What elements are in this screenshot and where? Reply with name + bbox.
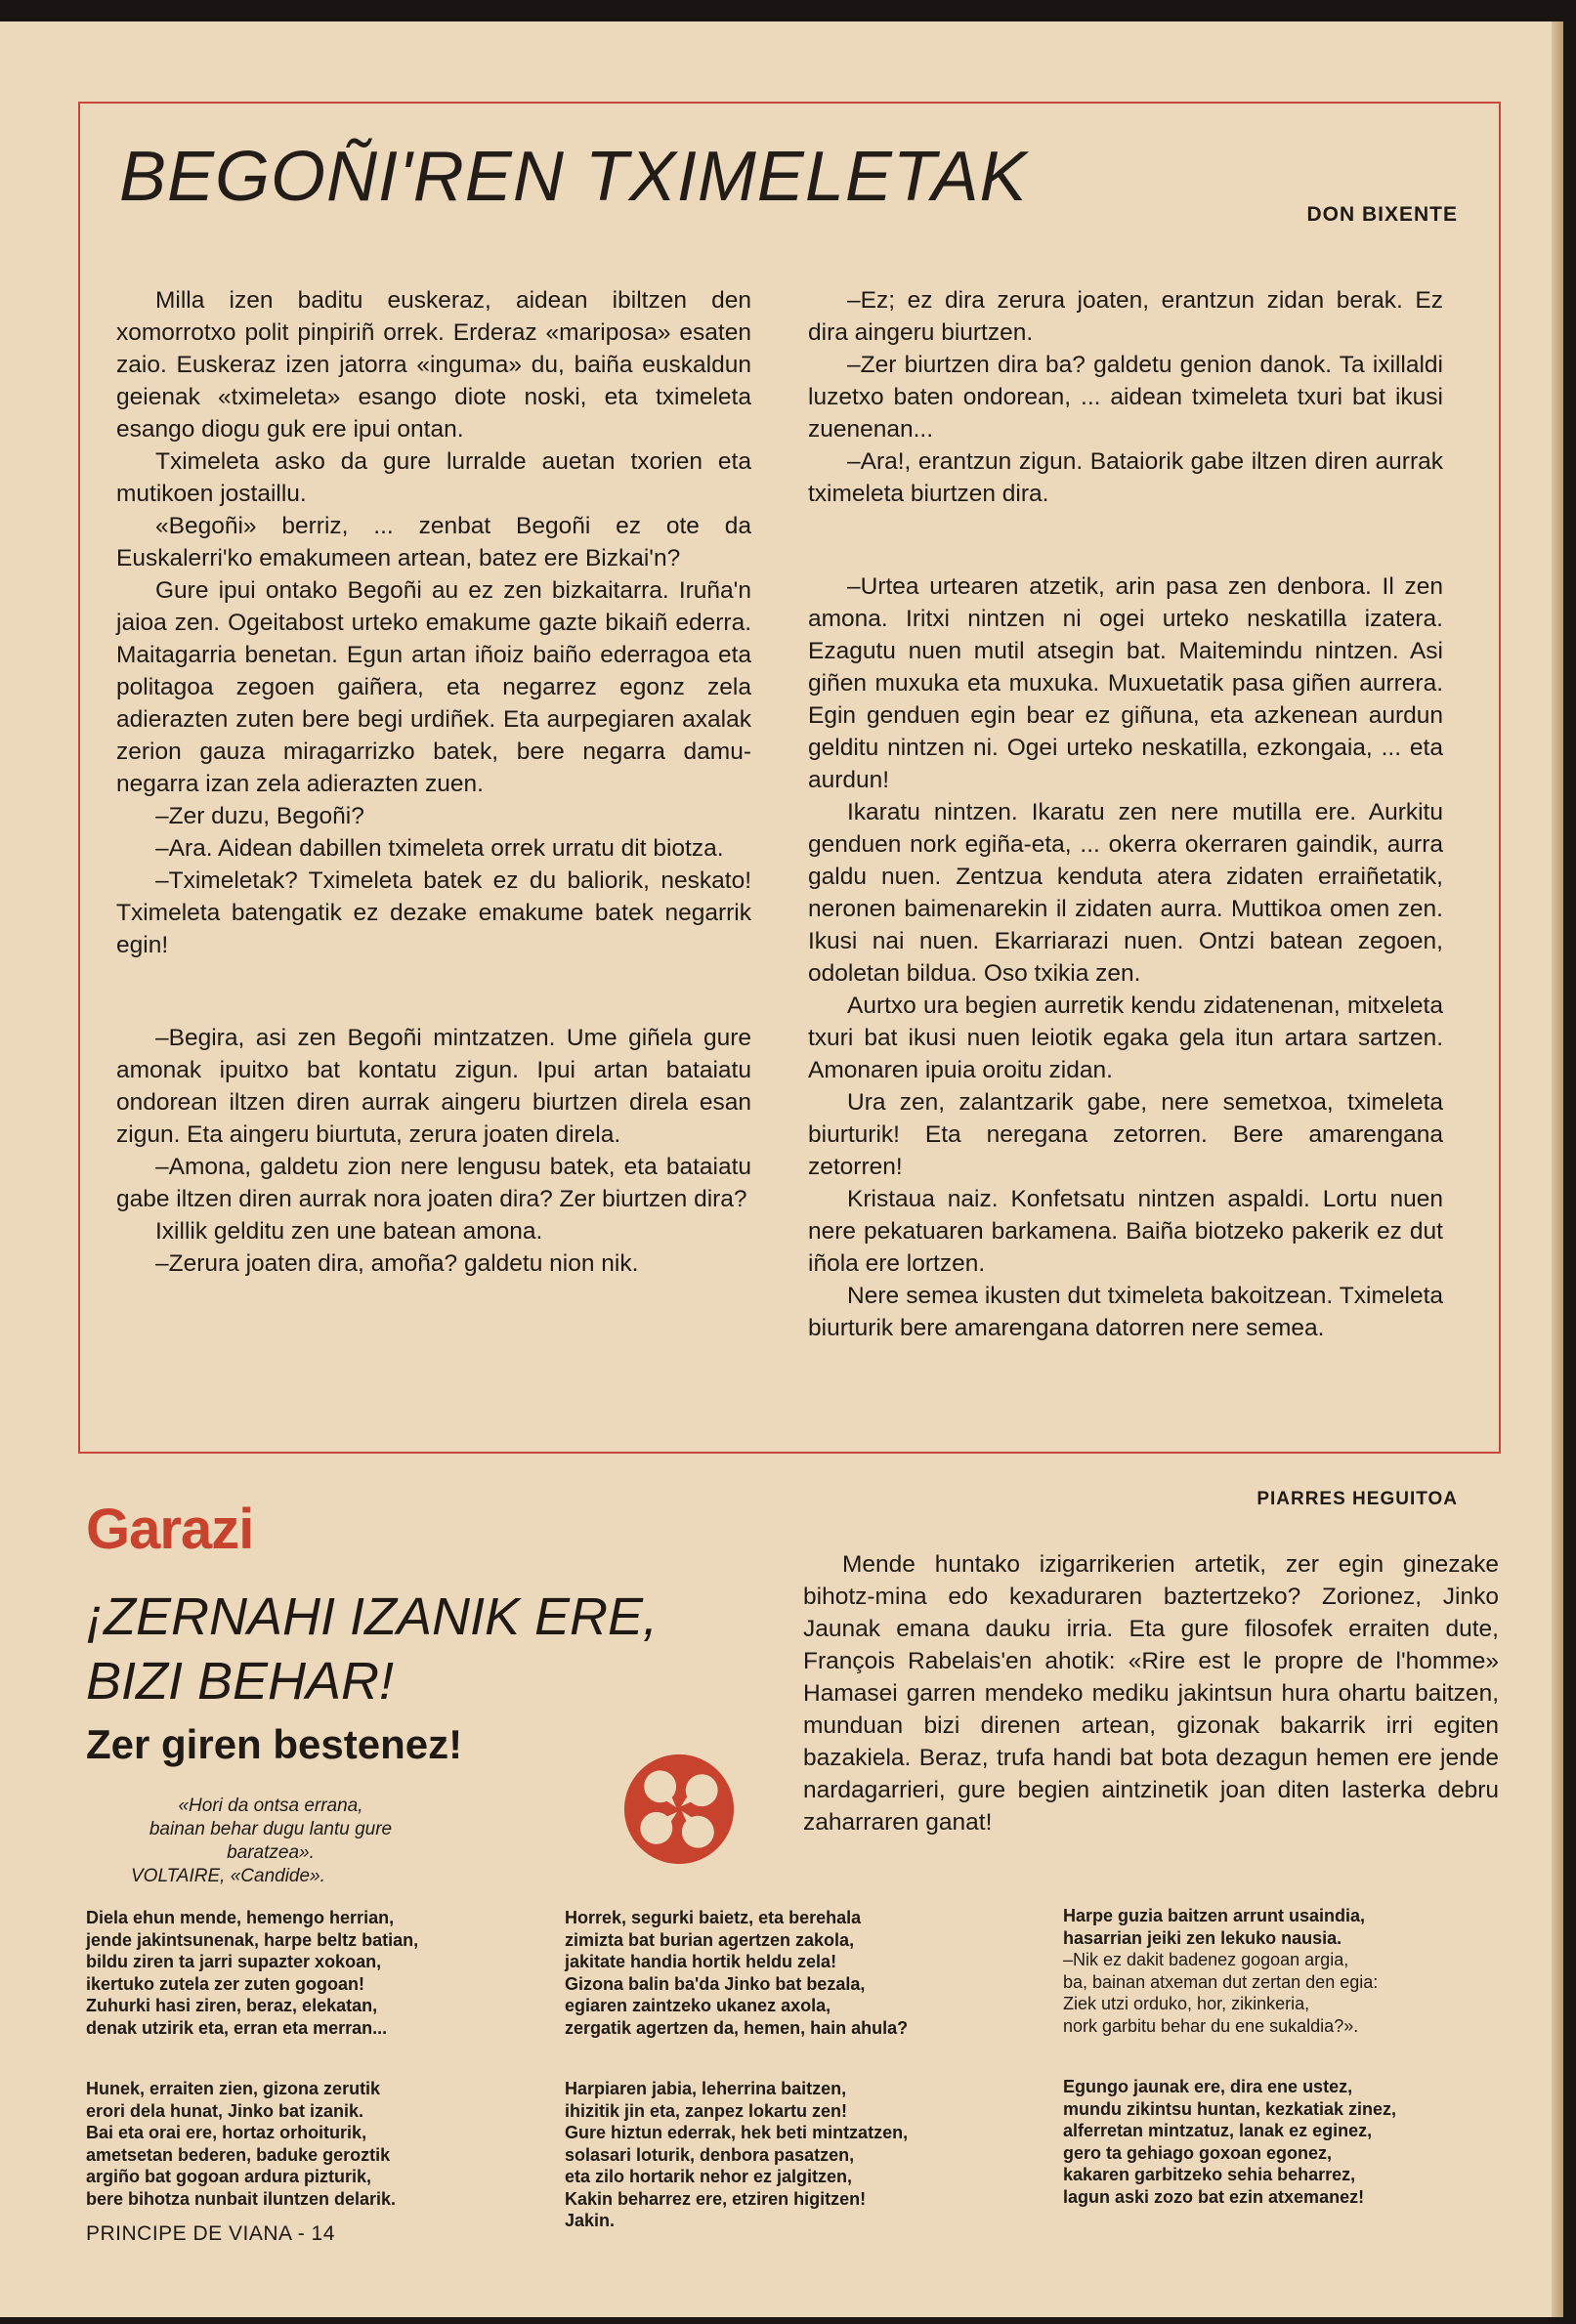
article-title: BEGOÑI'REN TXIMELETAK [119, 138, 1028, 216]
spacer [1063, 2037, 1522, 2076]
spacer [86, 2039, 545, 2078]
spacer [565, 2039, 1024, 2078]
verse-column-middle [565, 1907, 1024, 2232]
verse-line: ametsetan bederen, baduke geroztik [86, 2144, 391, 2165]
paragraph: –Zerura joaten dira, amoña? galdetu nion nik. [155, 1250, 639, 1277]
verse-line: eta zilo hortarik nehor ez jalgitzen, [565, 2167, 853, 2186]
epigraph-line: «Hori da ontsa errana, [178, 1796, 363, 1816]
verse-line: Diela ehun mende, hemengo herrian, [86, 1908, 395, 1927]
section-heading: Garazi [86, 1498, 254, 1561]
verse-line: Egungo jaunak ere, dira ene ustez, [1063, 2077, 1353, 2096]
spacer [808, 510, 1443, 570]
paragraph: Nere semea ikusten dut tximeleta bakoitzean. Tximeleta biurturik bere amarengana datorren nere semea. [808, 1283, 1443, 1341]
article-author: PIARRES HEGUITOA [1257, 1489, 1458, 1509]
paragraph: –Urtea urtearen atzetik, arin pasa zen denbora. Il zen amona. Iritxi nintzen ni ogei urteko neskatilla izatera. Ezagutu nuen mutil atsegin bat. Maitemindu nintzen. Asi giñen muxuka eta muxuka. Muxuetatik pasa giñen aurrera. Egin genduen egin bear ez giñuna, eta azkenean aurdun gelditu nintzen ni. Ogei urteko neskatilla, ezkongaia, ... eta aurdun! [808, 573, 1443, 793]
epigraph-source: VOLTAIRE, «Candide». [131, 1866, 325, 1886]
paragraph: «Begoñi» berriz, ... zenbat Begoñi ez ote da Euskalerri'ko emakumeen artean, batez ere Bizkai'n? [116, 513, 751, 571]
verse-line: ihizitik jin eta, zanpez lokartu zen! [565, 2100, 848, 2121]
paragraph: Kristaua naiz. Konfetsatu nintzen aspaldi. Lortu nuen nere pekatuaren barkamena. Baiña biotzeko pakerik ez dut iñola ere lortzen. [808, 1186, 1443, 1277]
intro-paragraph: Mende huntako izigarrikerien artetik, zer egin ginezake bihotz-mina edo kexaduraren baztertzeko? Zorionez, Jinko Jaunak emana dauku irria. Eta gure filosofek erraiten dute, François Rabelais'en ahotik: «Rire est le propre de l'homme» Hamasei garren mendeko mediku jakintsun hura ohartu baitzen, munduan bizi direnen artean, gizonak bakarrik irri egiten bazakiela. Beraz, trufa handi bat bota dezagun hemen ere jende nardagarrieri, gure begien aintzinetik joan diten lasterka debru zaharraren ganat! [803, 1551, 1499, 1836]
verse-line: Gizona balin ba'da Jinko bat bezala, [565, 1973, 866, 1994]
paragraph: Ikaratu nintzen. Ikaratu zen nere mutilla ere. Aurkitu genduen nork egiña-eta, ... okerra okerraren gaindik, aurra galdu nuen. Zentzua kenduta atera zidaten erraiñetatik, neronen baimenarekin il zidaten aurra. Muttikoa omen zen. Ikusi nai nuen. Ekarriarazi nuen. Ontzi batean zegoen, odoletan bildua. Oso txikia zen. [808, 799, 1443, 987]
paragraph: –Amona, galdetu zion nere lengusu batek, eta bataiatu gabe iltzen diren aurrak nora joaten dira? Zer biurtzen dira? [116, 1154, 751, 1212]
verse-line: kakaren garbitzeko sehia beharrez, [1063, 2165, 1356, 2184]
verse-line: mundu zikintsu huntan, kezkatiak zinez, [1063, 2098, 1397, 2119]
paragraph: Ixillik gelditu zen une batean amona. [155, 1218, 543, 1245]
verse-line: egiaren zaintzeko ukanez axola, [565, 1996, 831, 2015]
verse-line: ba, bainan atxeman dut zertan den egia: [1063, 1971, 1379, 1992]
spacer [116, 961, 751, 1022]
paragraph: Aurtxo ura begien aurretik kendu zidatenenan, mitxeleta txuri bat ikusi nuen leiotik egaka gela itun artara sartzen. Amonaren ipuia oroitu zidan. [808, 993, 1443, 1083]
paragraph: –Zer biurtzen dira ba? galdetu genion danok. Ta ixillaldi luzetxo baten ondorean, ... aidean tximeleta txuri bat ikusi zuenenan... [808, 352, 1443, 443]
verse-line: jakitate handia hortik heldu zela! [565, 1952, 837, 1971]
verse-column-right [1063, 1905, 1522, 2208]
paragraph: Ura zen, zalantzarik gabe, nere semetxoa, tximeleta biurturik! Eta neregana zetorren. Bere amarengana zetorren! [808, 1089, 1443, 1180]
epigraph-line: bainan behar dugu lantu gure [149, 1819, 393, 1839]
paragraph: –Begira, asi zen Begoñi mintzatzen. Ume giñela gure amonak ipuitxo bat kontatu zigun. Ipui artan bataiatu ondorean iltzen diren aurrak aingeru biurtzen direla esan zigun. Eta aingeru biurtuta, zerura joaten direla. [116, 1025, 751, 1148]
verse-line: zimizta bat burian agertzen zakola, [565, 1929, 855, 1950]
lauburu-icon [622, 1753, 736, 1866]
verse-line: Harpiaren jabia, leherrina baitzen, [565, 2079, 847, 2098]
article-title [86, 1585, 658, 1713]
article-subtitle: Zer giren bestenez! [86, 1721, 463, 1767]
verse-line: erori dela hunat, Jinko bat izanik. [86, 2100, 364, 2121]
article-column-right [808, 284, 1443, 1344]
verse-line: Gure hiztun ederrak, hek beti mintzatzen, [565, 2123, 909, 2142]
verse-line: Bai eta orai ere, hortaz orhoiturik, [86, 2123, 367, 2142]
verse-line: Zuhurki hasi ziren, beraz, elekatan, [86, 1996, 378, 2015]
verse-column-left [86, 1907, 545, 2210]
verse-line: denak utzirik eta, erran eta merran... [86, 2017, 388, 2038]
paragraph: –Ara!, erantzun zigun. Bataiorik gabe iltzen diren aurrak tximeleta biurtzen dira. [808, 448, 1443, 507]
paragraph: Tximeleta asko da gure lurralde auetan txorien eta mutikoen jostaillu. [116, 448, 751, 507]
verse-line: alferretan mintzatuz, lanak ez eginez, [1063, 2121, 1373, 2140]
page-footer: PRINCIPE DE VIANA - 14 [86, 2222, 335, 2245]
verse-line: bildu ziren ta jarri supazter xokoan, [86, 1952, 382, 1971]
verse-line: Harpe guzia baitzen arrunt usaindia, [1063, 1906, 1366, 1925]
paragraph: –Ez; ez dira zerura joaten, erantzun zidan berak. Ez dira aingeru biurtzen. [808, 287, 1443, 346]
article-frame [78, 102, 1501, 1454]
verse-line: Ziek utzi orduko, hor, zikinkeria, [1063, 1994, 1310, 2013]
paragraph: –Tximeletak? Tximeleta batek ez du baliorik, neskato! Tximeleta batengatik ez dezake emakume batek negarrik egin! [116, 867, 751, 958]
verse-line: zergatik agertzen da, hemen, hain ahula? [565, 2017, 909, 2038]
page-edge [1552, 21, 1563, 2317]
verse-line: Jakin. [565, 2211, 616, 2230]
paragraph: –Ara. Aidean dabillen tximeleta orrek urratu dit biotza. [155, 835, 724, 862]
paragraph: Milla izen baditu euskeraz, aidean ibiltzen den xomorrotxo polit pinpiriñ orrek. Erderaz «mariposa» esaten zaio. Euskeraz izen jatorra «inguma» du, baiña euskaldun geienak «tximeleta» esango diote noski, eta tximeleta esango diogu guk ere ipui ontan. [116, 287, 751, 443]
title-line: ¡ZERNAHI IZANIK ERE, [86, 1587, 659, 1646]
article-author: DON BIXENTE [1306, 203, 1458, 226]
epigraph-line: baratzea». [227, 1842, 315, 1863]
title-line: BIZI BEHAR! [86, 1652, 395, 1711]
verse-line: Hunek, erraiten zien, gizona zerutik [86, 2079, 381, 2098]
verse-line: lagun aski zozo bat ezin atxemanez! [1063, 2186, 1365, 2207]
verse-line: Horrek, segurki baietz, eta berehala [565, 1908, 862, 1927]
verse-line: jende jakintsunenak, harpe beltz batian, [86, 1929, 419, 1950]
article-column-left [116, 284, 751, 1280]
verse-line: ikertuko zutela zer zuten gogoan! [86, 1973, 365, 1994]
verse-line: gero ta gehiago goxoan egonez, [1063, 2142, 1333, 2163]
verse-line: argiño bat gogoan ardura pizturik, [86, 2167, 372, 2186]
verse-line: hasarrian jeiki zen lekuko nausia. [1063, 1927, 1342, 1948]
verse-line: bere bihotza nunbait iluntzen delarik. [86, 2188, 397, 2209]
verse-line: Kakin beharrez ere, etziren higitzen! [565, 2188, 867, 2209]
verse-line: solasari loturik, denbora pasatzen, [565, 2144, 855, 2165]
paragraph: Gure ipui ontako Begoñi au ez zen bizkaitarra. Iruña'n jaioa zen. Ogeitabost urteko emakume gazte bikaiñ ederra. Maitagarria benetan. Egun artan iñoiz baiño ederragoa eta politagoa zegoen gaiñera, eta negarrez egonz zela adierazten zuten bere begi urdiñek. Eta aurpegiaren axalak zerion gauza miragarrizko batek, bere negarra damu-negarra izan zela adierazten zuen. [116, 577, 751, 797]
magazine-page [0, 21, 1559, 2317]
verse-line: –Nik ez dakit badenez gogoan argia, [1063, 1950, 1349, 1969]
epigraph [129, 1795, 412, 1888]
paragraph: –Zer duzu, Begoñi? [155, 803, 364, 829]
verse-line: nork garbitu behar du ene sukaldia?». [1063, 2015, 1359, 2036]
